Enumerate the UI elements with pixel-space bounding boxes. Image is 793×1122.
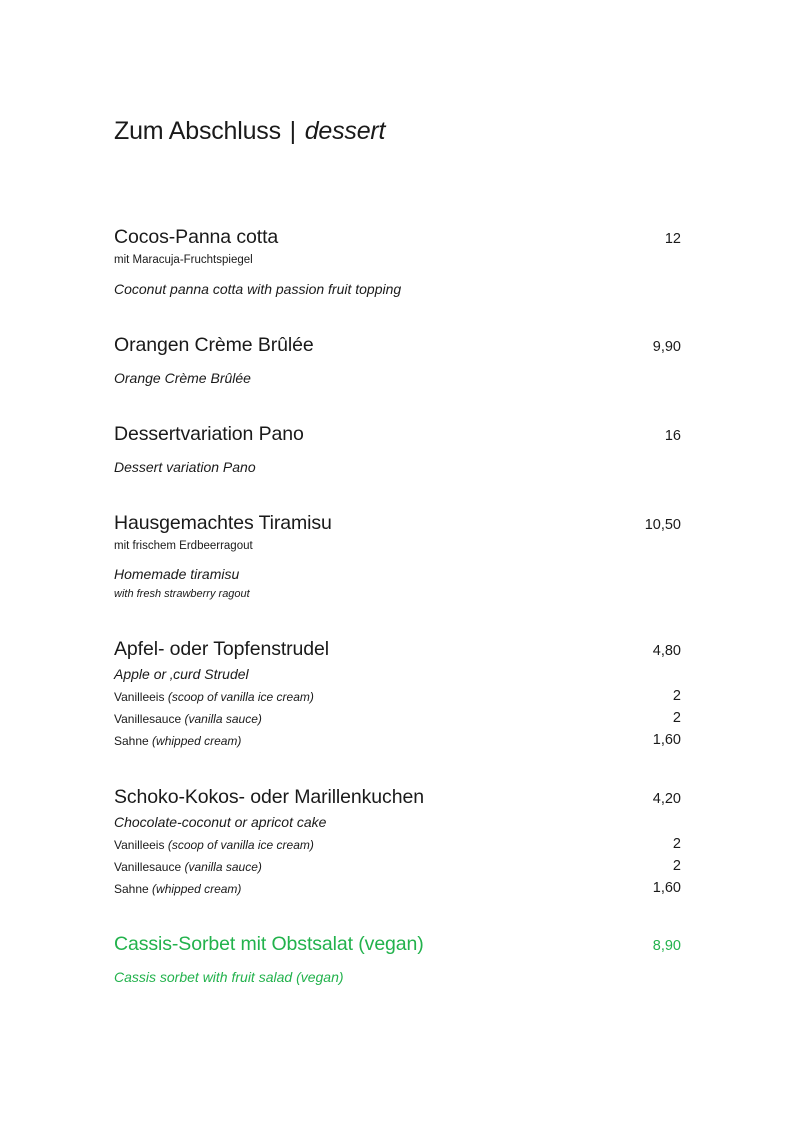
extra-label-de: Vanilleeis bbox=[114, 838, 165, 852]
menu-item-description-en: Orange Crème Brûlée bbox=[114, 370, 251, 386]
extra-label-de: Sahne bbox=[114, 882, 149, 896]
extra-option bbox=[114, 734, 241, 748]
extra-price: 2 bbox=[672, 710, 681, 726]
extra-price: 1,60 bbox=[652, 732, 681, 748]
extra-option bbox=[114, 712, 262, 726]
extra-label-en: (vanilla sauce) bbox=[184, 860, 262, 874]
extra-option bbox=[114, 838, 314, 852]
extra-option bbox=[114, 882, 241, 896]
extra-price: 2 bbox=[672, 688, 681, 704]
menu-item-price: 10,50 bbox=[644, 517, 681, 533]
menu-item-name: Apfel- oder Topfenstrudel bbox=[114, 638, 330, 660]
extra-price: 1,60 bbox=[652, 880, 681, 896]
menu-item-description-en: Dessert variation Pano bbox=[114, 459, 256, 475]
menu-item-description-en: Homemade tiramisu bbox=[114, 566, 240, 582]
menu-item-subdescription-en: with fresh strawberry ragout bbox=[114, 588, 250, 600]
menu-item-name-vegan: Cassis-Sorbet mit Obstsalat (vegan) bbox=[114, 933, 424, 955]
menu-item-name: Schoko-Kokos- oder Marillenkuchen bbox=[114, 786, 424, 808]
title-separator: | bbox=[289, 117, 296, 145]
menu-item-description-en-vegan: Cassis sorbet with fruit salad (vegan) bbox=[114, 969, 344, 985]
extra-label-de: Vanillesauce bbox=[114, 712, 182, 726]
extra-price: 2 bbox=[672, 836, 681, 852]
extra-label-en: (vanilla sauce) bbox=[184, 712, 262, 726]
extra-option bbox=[114, 860, 262, 874]
menu-item-price: 4,80 bbox=[652, 643, 681, 659]
menu-item-price: 12 bbox=[664, 231, 681, 247]
menu-item-name: Dessertvariation Pano bbox=[114, 423, 304, 445]
menu-item-description-de: mit Maracuja-Fruchtspiegel bbox=[114, 254, 253, 266]
menu-item-price: 16 bbox=[664, 428, 681, 444]
extra-option bbox=[114, 690, 314, 704]
extra-label-de: Vanilleeis bbox=[114, 690, 165, 704]
menu-item-name: Cocos-Panna cotta bbox=[114, 226, 279, 248]
menu-item-description-en: Chocolate-coconut or apricot cake bbox=[114, 814, 327, 830]
menu-item-description-de: mit frischem Erdbeerragout bbox=[114, 540, 253, 552]
menu-item-description-en: Apple or ‚curd Strudel bbox=[114, 666, 249, 682]
extra-label-de: Vanillesauce bbox=[114, 860, 182, 874]
extra-price: 2 bbox=[672, 858, 681, 874]
extra-label-de: Sahne bbox=[114, 734, 149, 748]
menu-item-name: Hausgemachtes Tiramisu bbox=[114, 512, 332, 534]
page-title bbox=[114, 117, 385, 146]
menu-item-price: 9,90 bbox=[652, 339, 681, 355]
menu-item-description-en: Coconut panna cotta with passion fruit topping bbox=[114, 281, 402, 297]
extra-label-en: (scoop of vanilla ice cream) bbox=[167, 838, 314, 852]
title-en: dessert bbox=[304, 117, 386, 145]
extra-label-en: (whipped cream) bbox=[152, 882, 242, 896]
extra-label-en: (scoop of vanilla ice cream) bbox=[167, 690, 314, 704]
title-de: Zum Abschluss bbox=[114, 117, 281, 145]
extra-label-en: (whipped cream) bbox=[152, 734, 242, 748]
menu-item-price-vegan: 8,90 bbox=[652, 938, 681, 954]
menu-item-name: Orangen Crème Brûlée bbox=[114, 334, 314, 356]
menu-item-price: 4,20 bbox=[652, 791, 681, 807]
